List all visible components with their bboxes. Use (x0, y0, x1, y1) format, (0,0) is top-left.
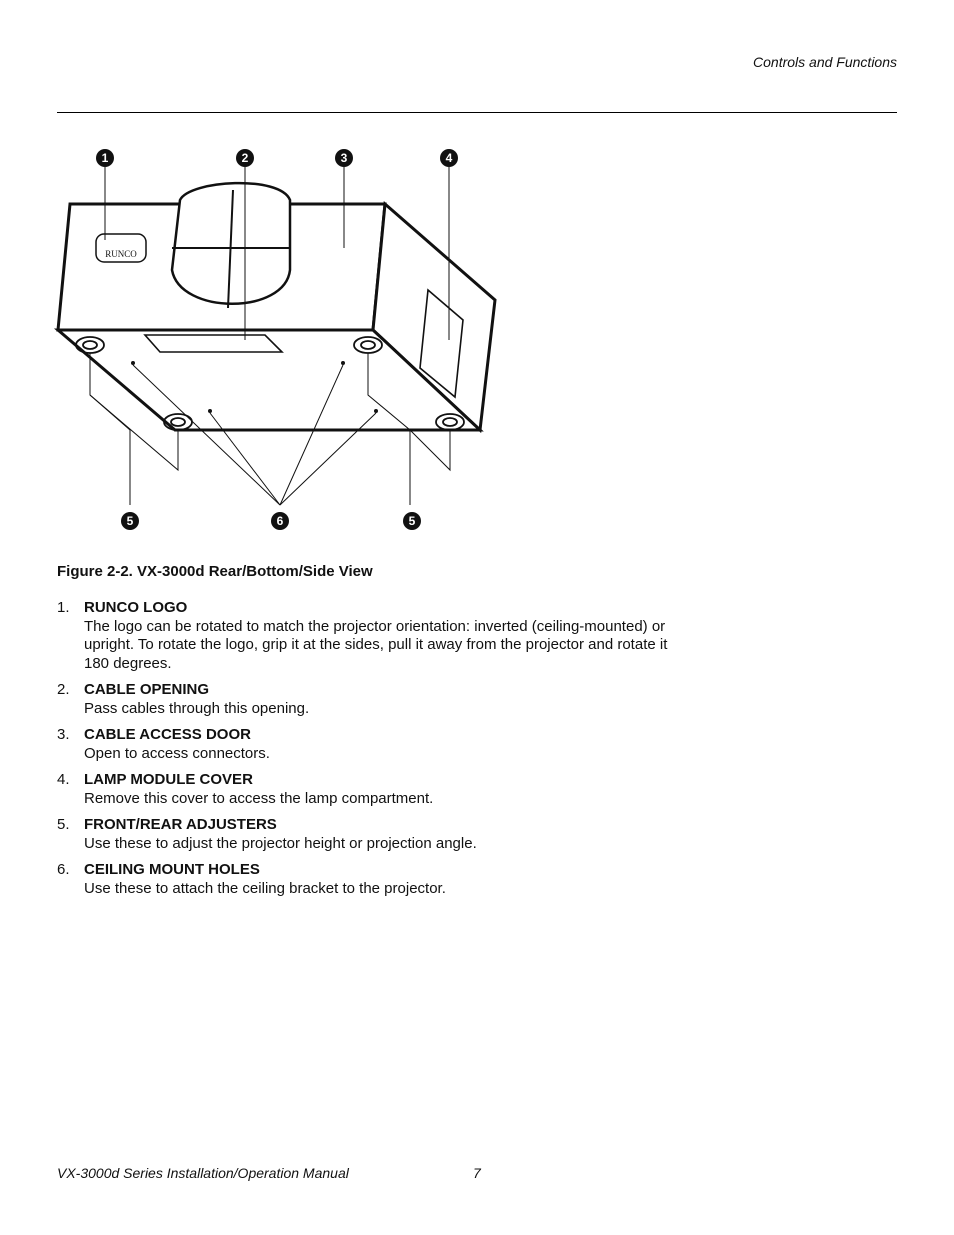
callout-3 (335, 149, 353, 167)
page-number: 7 (473, 1165, 481, 1181)
item-number: 1. (57, 599, 70, 616)
projector-illustration (50, 140, 510, 540)
item-number: 6. (57, 861, 70, 878)
callout-6 (271, 512, 289, 530)
item-number: 5. (57, 816, 70, 833)
figure-caption: Figure 2-2. VX-3000d Rear/Bottom/Side View (57, 563, 373, 580)
list-item (57, 861, 677, 898)
svg-text:1: 1 (101, 151, 109, 165)
item-description: Open to access connectors. (84, 744, 270, 762)
svg-text:5: 5 (408, 514, 416, 528)
callout-4 (440, 149, 458, 167)
item-number: 3. (57, 726, 70, 743)
item-title: CABLE ACCESS DOOR (84, 726, 251, 743)
list-item (57, 599, 677, 673)
list-item (57, 726, 677, 763)
item-title: RUNCO LOGO (84, 599, 188, 616)
runco-logo-text: RUNCO (105, 249, 137, 259)
item-description: Remove this cover to access the lamp compartment. (84, 789, 434, 807)
feature-list (57, 599, 677, 906)
item-description: Use these to attach the ceiling bracket to the projector. (84, 879, 446, 897)
item-title: CEILING MOUNT HOLES (84, 861, 260, 878)
svg-text:2: 2 (241, 151, 249, 165)
header-divider (57, 112, 897, 113)
item-description: Pass cables through this opening. (84, 699, 310, 717)
item-title: CABLE OPENING (84, 681, 210, 698)
item-title: LAMP MODULE COVER (84, 771, 253, 788)
list-item (57, 771, 677, 808)
projector-figure (50, 140, 510, 540)
callout-5-right (403, 512, 421, 530)
item-number: 4. (57, 771, 70, 788)
item-description: The logo can be rotated to match the projector orientation: inverted (ceiling-mounted) or upright. To rotate the logo, grip it at the sides, pull it away from the projector and rotate it 180 degrees. (84, 617, 668, 672)
callout-1 (96, 149, 114, 167)
list-item (57, 816, 677, 853)
item-number: 2. (57, 681, 70, 698)
list-item (57, 681, 677, 718)
callout-2 (236, 149, 254, 167)
footer-manual-title: VX-3000d Series Installation/Operation Manual (57, 1165, 349, 1181)
svg-text:4: 4 (445, 151, 453, 165)
running-header: Controls and Functions (753, 54, 897, 70)
svg-text:6: 6 (276, 514, 284, 528)
item-title: FRONT/REAR ADJUSTERS (84, 816, 277, 833)
item-description: Use these to adjust the projector height or projection angle. (84, 834, 477, 852)
svg-text:3: 3 (340, 151, 348, 165)
svg-text:5: 5 (126, 514, 134, 528)
callout-5-left (121, 512, 139, 530)
